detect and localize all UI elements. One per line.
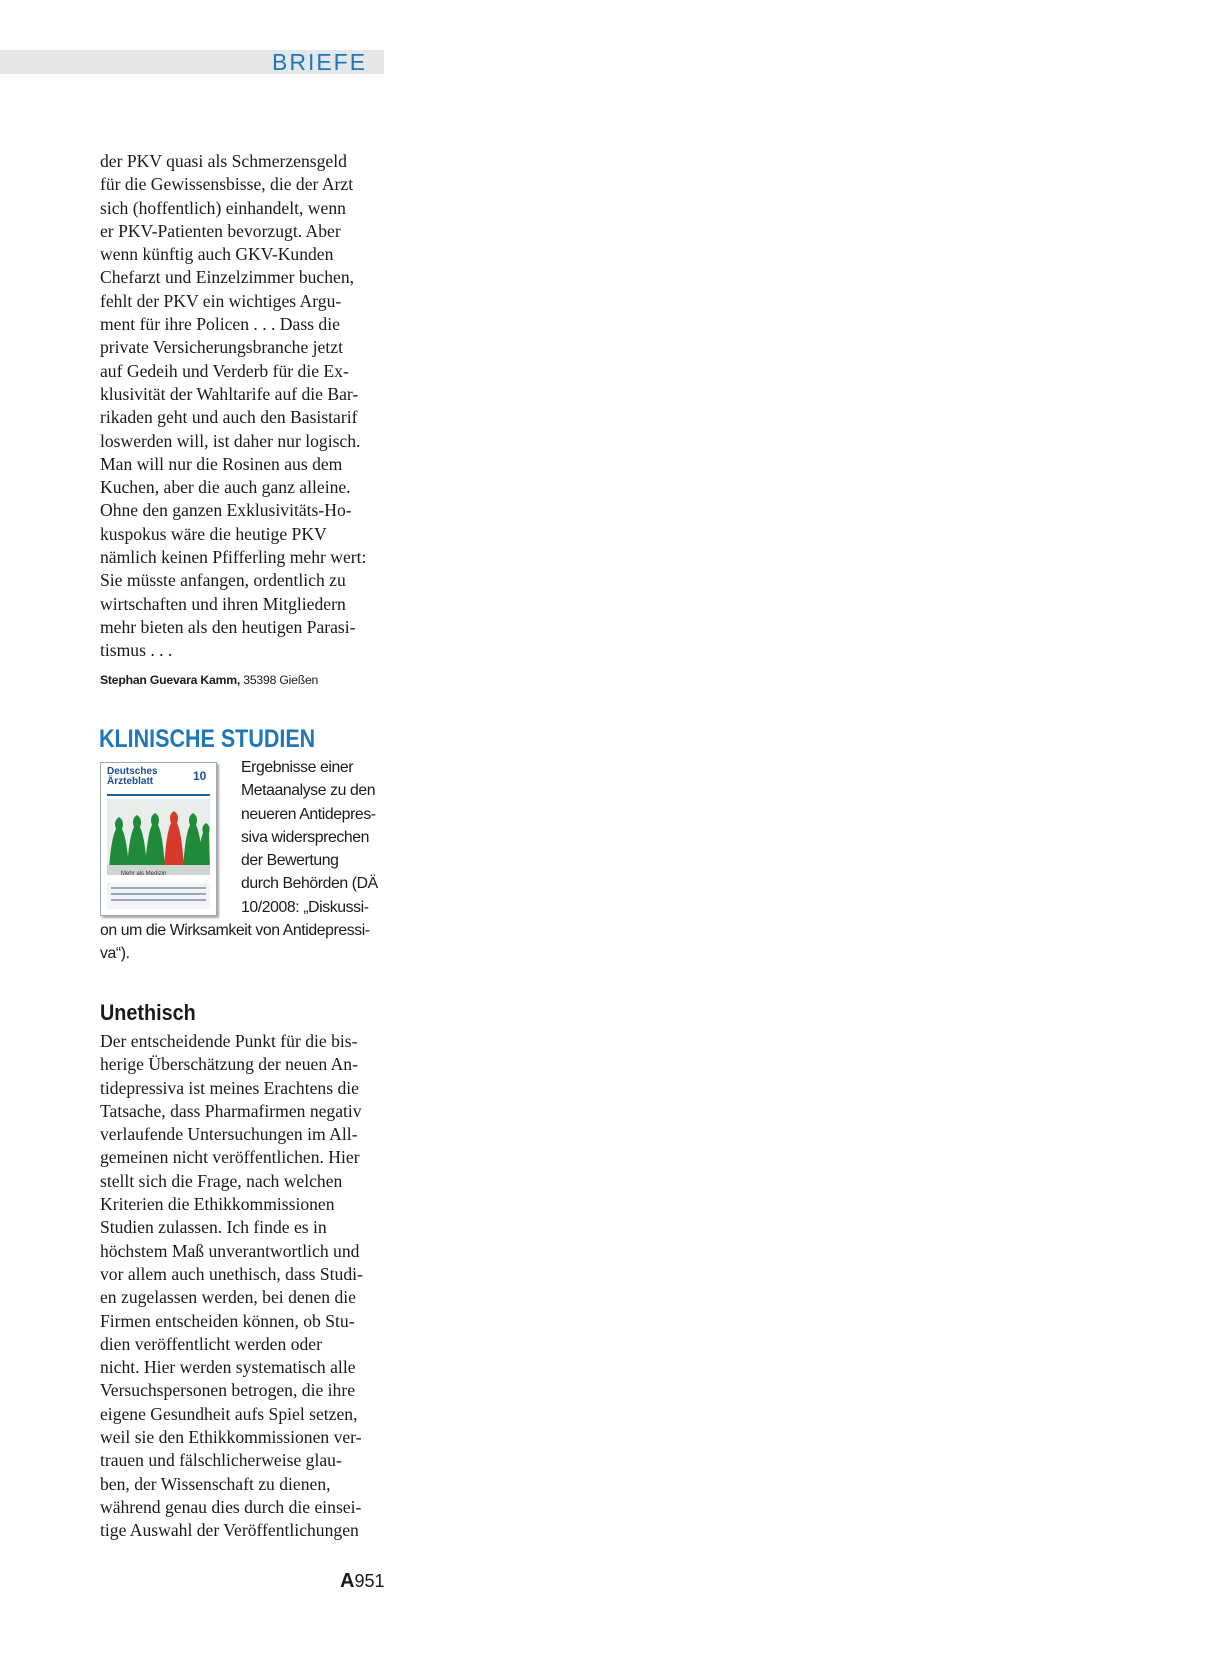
text-line: der PKV quasi als Schmerzensgeld (100, 151, 347, 171)
text-line: private Versicherungsbranche jetzt (100, 337, 343, 358)
text-line: wenn künftig auch GKV-Kunden (100, 244, 334, 265)
cover-caption: Mehr als Medizin (121, 871, 167, 877)
text-line: stellt sich die Frage, nach welchen (100, 1170, 343, 1191)
text-line: rikaden geht und auch den Basistarif (100, 407, 358, 428)
text-line: ben, der Wissenschaft zu dienen, (100, 1473, 331, 1494)
text-line: der Bewertung (241, 852, 339, 870)
text-line: Ergebnisse einer (241, 759, 354, 776)
text-line: für die Gewissensbisse, die der Arzt (100, 174, 354, 195)
text-line: Metaanalyse zu den (241, 782, 376, 800)
text-line: herige Überschätzung der neuen An- (100, 1054, 358, 1075)
letter-body (100, 1030, 383, 1543)
letter-signature (100, 672, 318, 688)
text-line: en zugelassen werden, bei denen die (100, 1287, 356, 1308)
letter-continuation (100, 150, 383, 663)
section-intro (100, 756, 383, 966)
text-line: er PKV-Patienten bevorzugt. Aber (100, 220, 341, 241)
text-line: Firmen entscheiden können, ob Stu- (100, 1310, 355, 1331)
text-line: tige Auswahl der Veröffentlichungen (100, 1520, 359, 1541)
text-line: höchstem Maß unverantwortlich und (100, 1240, 360, 1261)
text-line: on um die Wirksamkeit von Antidepressi- (100, 922, 370, 940)
text-line: klusivität der Wahltarife auf die Bar- (100, 383, 359, 404)
text-line: mehr bieten als den heutigen Parasi- (100, 616, 356, 637)
text-line: nicht. Hier werden systematisch alle (100, 1357, 356, 1378)
letter-unethisch (100, 1030, 383, 1543)
cover-issue-number: 10 (193, 769, 207, 783)
text-line: va“). (100, 945, 130, 963)
text-line: neueren Antidepres- (241, 805, 376, 823)
text-line: verlaufende Untersuchungen im All- (100, 1124, 358, 1145)
text-line: während genau dies durch die einsei- (100, 1496, 362, 1517)
text-line: Sie müsste anfangen, ordentlich zu (100, 570, 346, 591)
text-line: Kuchen, aber die auch ganz alleine. (100, 477, 351, 498)
text-line: Der entscheidende Punkt für die bis- (100, 1031, 358, 1051)
section-heading: KLINISCHE STUDIEN (99, 725, 316, 753)
text-line: tidepressiva ist meines Erachtens die (100, 1077, 359, 1098)
text-line: vor allem auch unethisch, dass Studi- (100, 1263, 363, 1284)
text-line: Kriterien die Ethikkommissionen (100, 1194, 335, 1215)
text-line: weil sie den Ethikkommissionen ver- (100, 1427, 362, 1448)
text-line: fehlt der PKV ein wichtiges Argu- (100, 290, 342, 311)
text-line: Tatsache, dass Pharmafirmen negativ (100, 1100, 362, 1121)
section-label: BRIEFE (272, 49, 368, 75)
text-line: Studien zulassen. Ich finde es in (100, 1217, 327, 1238)
author-place: 35398 Gießen (243, 673, 319, 687)
text-line: gemeinen nicht veröffentlichen. Hier (100, 1147, 360, 1168)
page-number: A951 (340, 1570, 385, 1592)
text-line: nämlich keinen Pfifferling mehr wert: (100, 547, 367, 568)
text-line: Man will nur die Rosinen aus dem (100, 453, 343, 474)
text-line: auf Gedeih und Verderb für die Ex- (100, 360, 349, 381)
letter-body (100, 150, 383, 663)
letter-title: Unethisch (100, 1000, 196, 1025)
text-line: 10/2008: „Diskussi- (241, 898, 369, 916)
text-line: eigene Gesundheit aufs Spiel setzen, (100, 1403, 358, 1424)
text-line: sich (hoffentlich) einhandelt, wenn (100, 197, 346, 218)
text-line: Ohne den ganzen Exklusivitäts-Ho- (100, 500, 352, 521)
text-line: tismus . . . (100, 640, 173, 661)
text-line: durch Behörden (DÄ (241, 875, 378, 893)
text-line: loswerden will, ist daher nur logisch. (100, 430, 361, 451)
text-line: wirtschaften und ihren Mitgliedern (100, 593, 346, 614)
author-name: Stephan Guevara Kamm, (100, 673, 241, 687)
text-line: Versuchspersonen betrogen, die ihre (100, 1380, 356, 1401)
text-line: siva widersprechen (241, 828, 370, 846)
text-line: trauen und fälschlicherweise glau- (100, 1450, 342, 1471)
text-line: dien veröffentlicht werden oder (100, 1333, 322, 1354)
text-line: Chefarzt und Einzelzimmer buchen, (100, 267, 355, 288)
text-line: kuspokus wäre die heutige PKV (100, 523, 327, 544)
text-line: ment für ihre Policen . . . Dass die (100, 314, 340, 335)
cover-title: Deutsches Ärzteblatt (107, 766, 158, 787)
